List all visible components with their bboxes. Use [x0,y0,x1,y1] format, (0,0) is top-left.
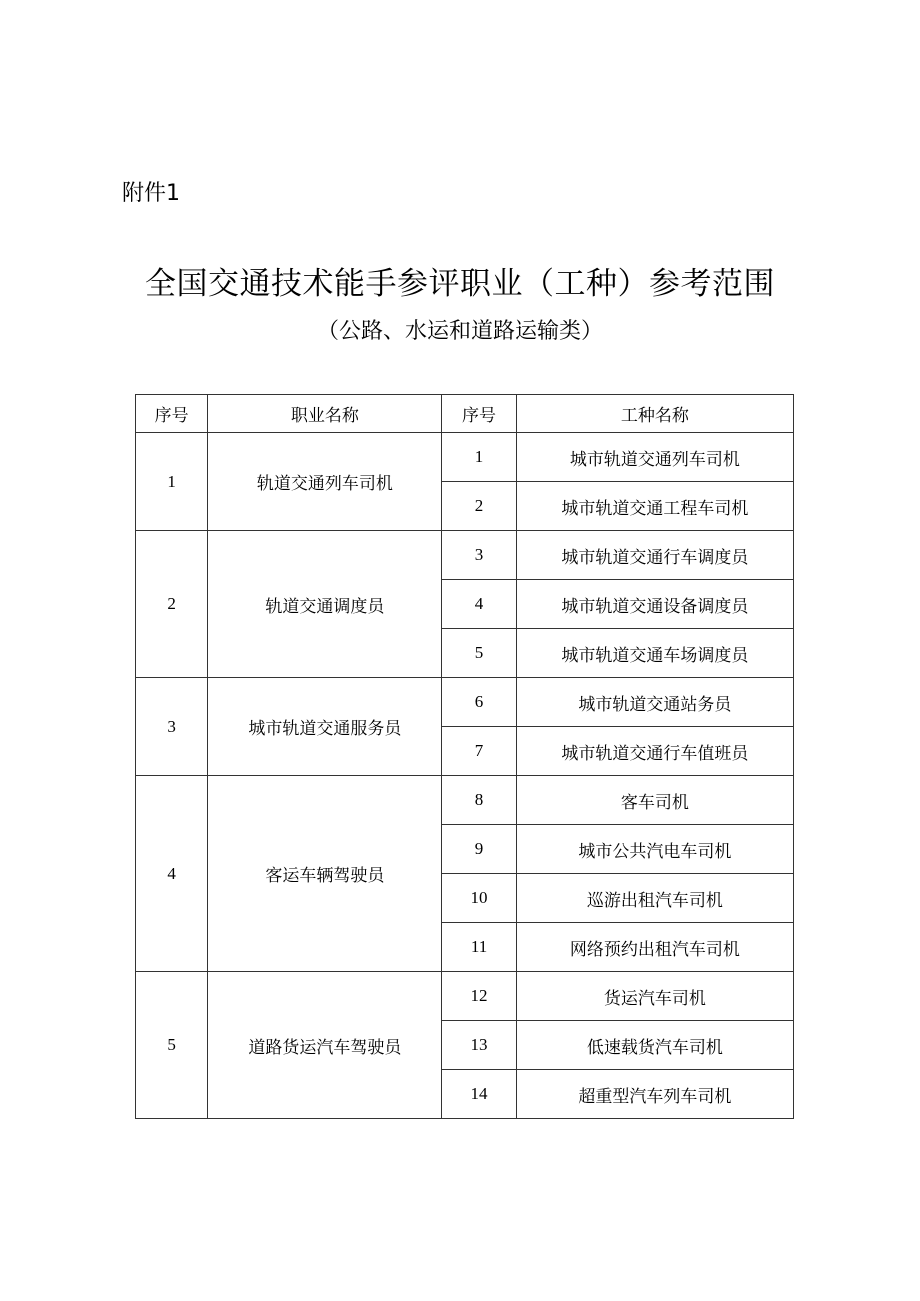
header-group-no: 序号 [136,395,208,433]
job-name: 城市轨道交通工程车司机 [516,482,793,531]
job-name: 城市轨道交通设备调度员 [516,580,793,629]
occupation-number: 2 [136,531,208,678]
header-job-name: 工种名称 [516,395,793,433]
occupation-number: 3 [136,678,208,776]
job-number: 9 [442,825,516,874]
occupation-name: 轨道交通列车司机 [208,433,442,531]
job-name: 低速载货汽车司机 [516,1021,793,1070]
header-job-no: 序号 [442,395,516,433]
attachment-label: 附件1 [122,181,180,206]
table-row [136,531,794,580]
job-name: 超重型汽车列车司机 [516,1070,793,1119]
job-number: 2 [442,482,516,531]
occupation-number: 4 [136,776,208,972]
job-name: 城市轨道交通行车调度员 [516,531,793,580]
job-number: 11 [442,923,516,972]
job-number: 4 [442,580,516,629]
document-subtitle: （公路、水运和道路运输类） [316,319,603,344]
occupation-table [135,394,794,1119]
table-row [136,433,794,482]
job-number: 8 [442,776,516,825]
job-name: 客车司机 [516,776,793,825]
job-name: 城市公共汽电车司机 [516,825,793,874]
job-name: 城市轨道交通列车司机 [516,433,793,482]
occupation-number: 5 [136,972,208,1119]
job-name: 货运汽车司机 [516,972,793,1021]
document-title: 全国交通技术能手参评职业（工种）参考范围 [145,266,775,302]
job-name: 巡游出租汽车司机 [516,874,793,923]
job-number: 5 [442,629,516,678]
job-name: 网络预约出租汽车司机 [516,923,793,972]
job-number: 14 [442,1070,516,1119]
job-number: 13 [442,1021,516,1070]
table-row [136,776,794,825]
job-number: 12 [442,972,516,1021]
header-occupation-name: 职业名称 [208,395,442,433]
table-header-row [136,395,794,433]
table-body [136,433,794,1119]
job-number: 3 [442,531,516,580]
job-number: 6 [442,678,516,727]
job-number: 1 [442,433,516,482]
job-number: 10 [442,874,516,923]
table-row [136,972,794,1021]
occupation-number: 1 [136,433,208,531]
table-row [136,678,794,727]
occupation-name: 城市轨道交通服务员 [208,678,442,776]
occupation-name: 道路货运汽车驾驶员 [208,972,442,1119]
occupation-name: 轨道交通调度员 [208,531,442,678]
job-name: 城市轨道交通车场调度员 [516,629,793,678]
job-number: 7 [442,727,516,776]
job-name: 城市轨道交通站务员 [516,678,793,727]
job-name: 城市轨道交通行车值班员 [516,727,793,776]
occupation-name: 客运车辆驾驶员 [208,776,442,972]
